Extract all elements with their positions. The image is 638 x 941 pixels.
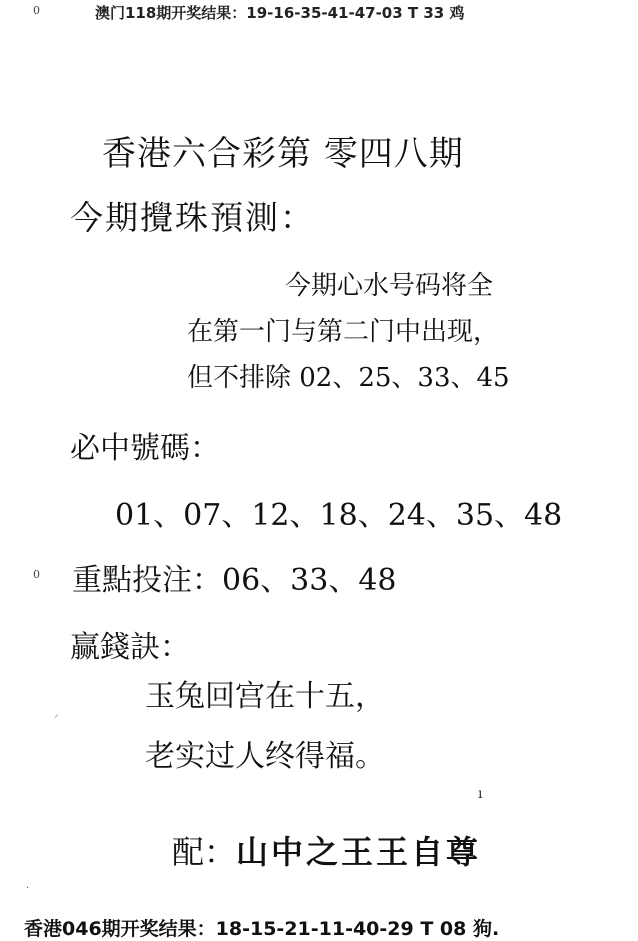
- money-formula-heading: 赢錢訣：: [70, 630, 190, 665]
- margin-mark: 0: [33, 4, 40, 17]
- scan-speck: ⸝: [54, 709, 59, 720]
- page-title: 香港六合彩第 零四八期: [102, 134, 464, 174]
- prediction-heading: 今期攪珠預測：: [70, 198, 315, 237]
- prediction-line: 今期心水号码将全: [285, 271, 494, 301]
- poem-line: 玉兔回宫在十五，: [145, 679, 385, 714]
- match-label: 配：: [172, 833, 237, 871]
- focus-bet-line: 重點投注：06、33、48: [72, 563, 397, 598]
- match-line: [172, 827, 481, 873]
- must-hit-numbers: 01、07、12、18、24、35、48: [115, 498, 563, 533]
- prediction-line: 但不排除 02、25、33、45: [187, 363, 510, 393]
- match-value: 山中之王王自尊: [236, 833, 482, 871]
- bottom-result-banner: 香港046期开奖结果：18-15-21-11-40-29 T 08 狗.: [24, 918, 500, 940]
- prediction-line: 在第一门与第二门中出现，: [187, 317, 500, 347]
- margin-mark: 0: [33, 568, 40, 581]
- scan-speck: ·: [26, 883, 30, 894]
- poem-line: 老实过人终得福。: [145, 739, 385, 774]
- top-result-banner: 澳门118期开奖结果：19-16-35-41-47-03 T 33 鸡: [95, 4, 465, 22]
- must-hit-heading: 必中號碼：: [70, 431, 220, 466]
- scan-speck: ı: [478, 786, 483, 802]
